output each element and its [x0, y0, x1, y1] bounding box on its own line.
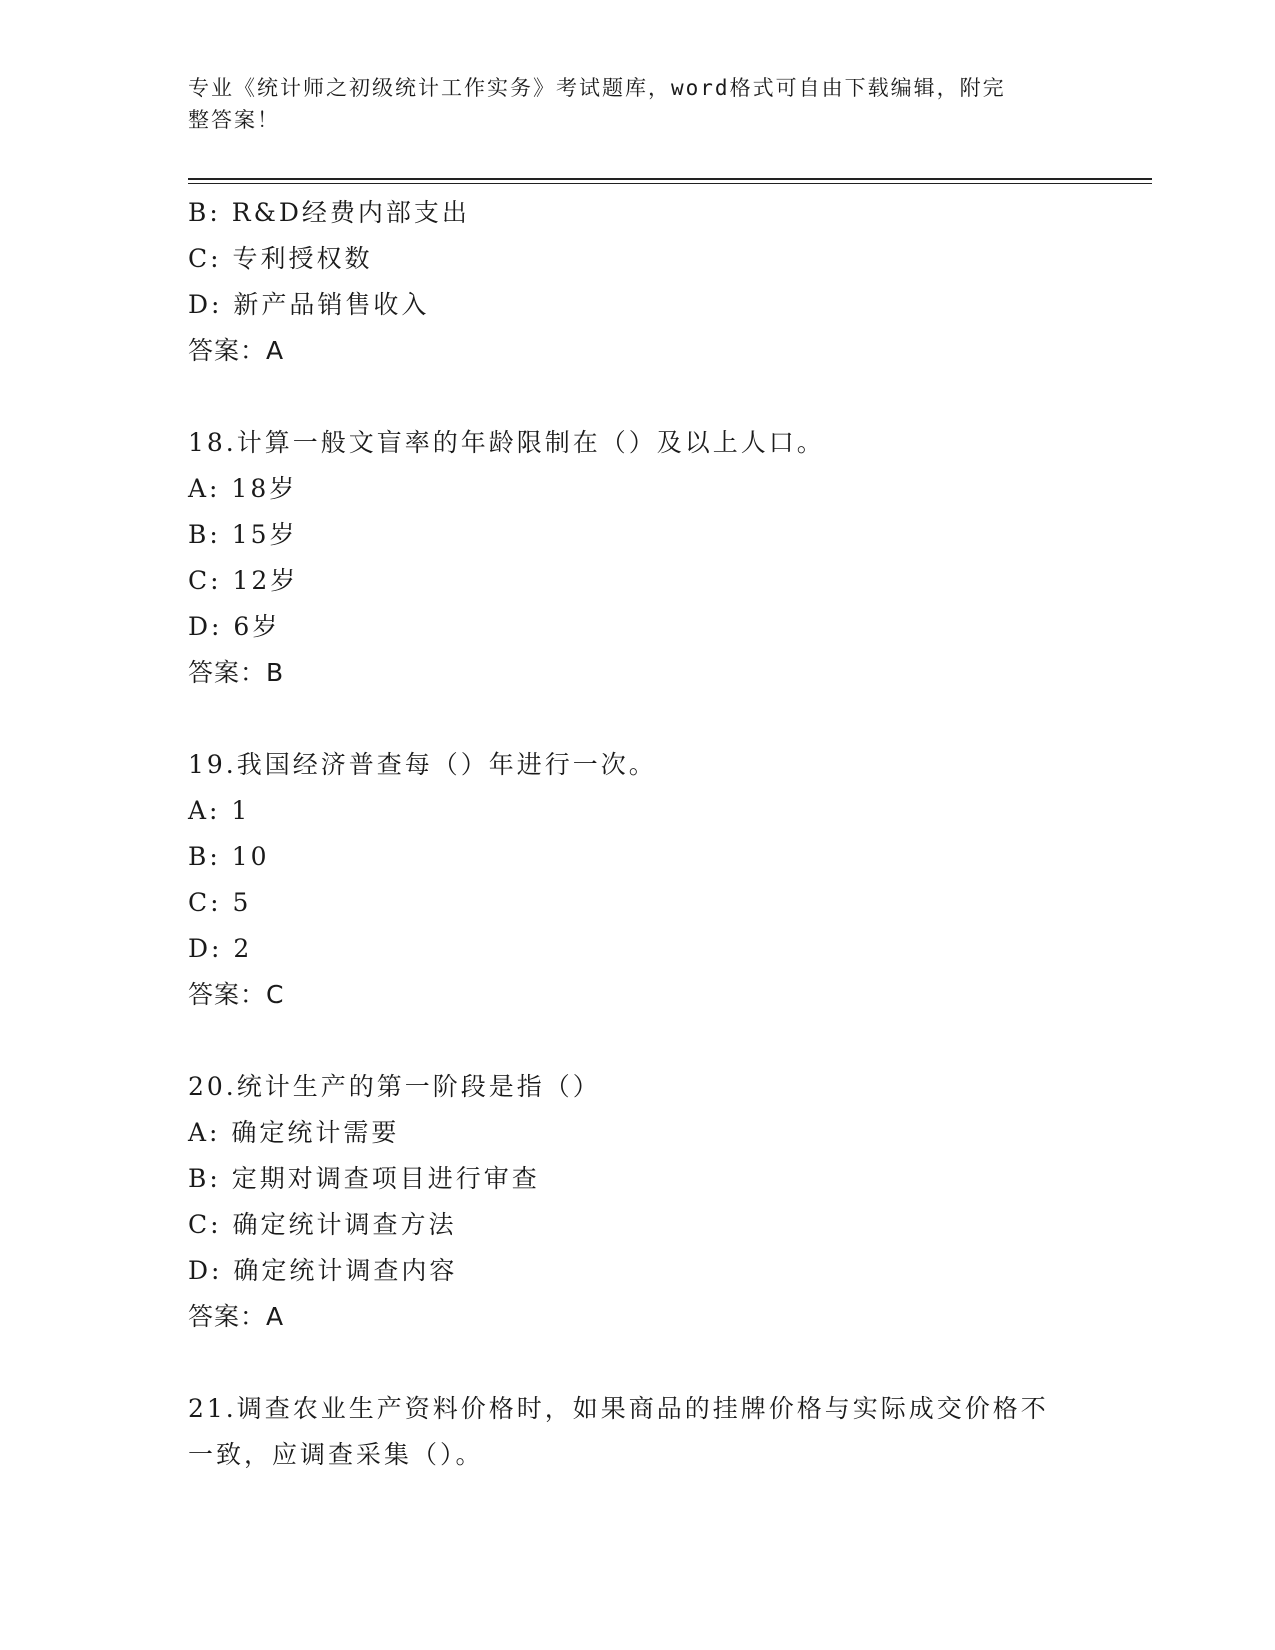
- option-b: B: R&D经费内部支出: [188, 198, 470, 227]
- question-stem-line-2: 一致，应调查采集（）。: [188, 1440, 484, 1469]
- header-divider-thick: [188, 178, 1152, 180]
- option-a: A: 18岁: [188, 474, 298, 503]
- question-19: [188, 742, 1088, 1018]
- option-d: D: 确定统计调查内容: [188, 1256, 458, 1285]
- option-c: C: 专利授权数: [188, 244, 373, 273]
- question-stem: 20.统计生产的第一阶段是指（）: [188, 1072, 601, 1101]
- option-b: B: 15岁: [188, 520, 298, 549]
- option-d: D: 新产品销售收入: [188, 290, 430, 319]
- option-b: B: 10: [188, 842, 270, 871]
- question-list: [188, 190, 1088, 1478]
- answer-label: 答案：C: [188, 980, 285, 1009]
- option-b: B: 定期对调查项目进行审查: [188, 1164, 540, 1193]
- option-c: C: 5: [188, 888, 252, 917]
- question-stem: 19.我国经济普查每（）年进行一次。: [188, 750, 657, 779]
- header-divider-thin: [188, 183, 1152, 184]
- option-a: A: 确定统计需要: [188, 1118, 400, 1147]
- header-line-2: 整答案！: [188, 108, 280, 132]
- question-18: [188, 420, 1088, 696]
- answer-label: 答案：B: [188, 658, 285, 687]
- question-20: [188, 1064, 1088, 1340]
- answer-label: 答案：A: [188, 336, 285, 365]
- answer-label: 答案：A: [188, 1302, 285, 1331]
- option-c: C: 确定统计调查方法: [188, 1210, 457, 1239]
- question-stem: 18.计算一般文盲率的年龄限制在（）及以上人口。: [188, 428, 825, 457]
- option-a: A: 1: [188, 796, 251, 825]
- question-stem-line-1: 21.调查农业生产资料价格时，如果商品的挂牌价格与实际成交价格不: [188, 1394, 1049, 1423]
- document-header: [188, 72, 1068, 136]
- option-c: C: 12岁: [188, 566, 299, 595]
- option-d: D: 2: [188, 934, 253, 963]
- header-line-1: 专业《统计师之初级统计工作实务》考试题库，word格式可自由下载编辑，附完: [188, 76, 1006, 100]
- option-d: D: 6岁: [188, 612, 281, 641]
- question-17-continued: [188, 190, 1088, 374]
- question-21: [188, 1386, 1088, 1478]
